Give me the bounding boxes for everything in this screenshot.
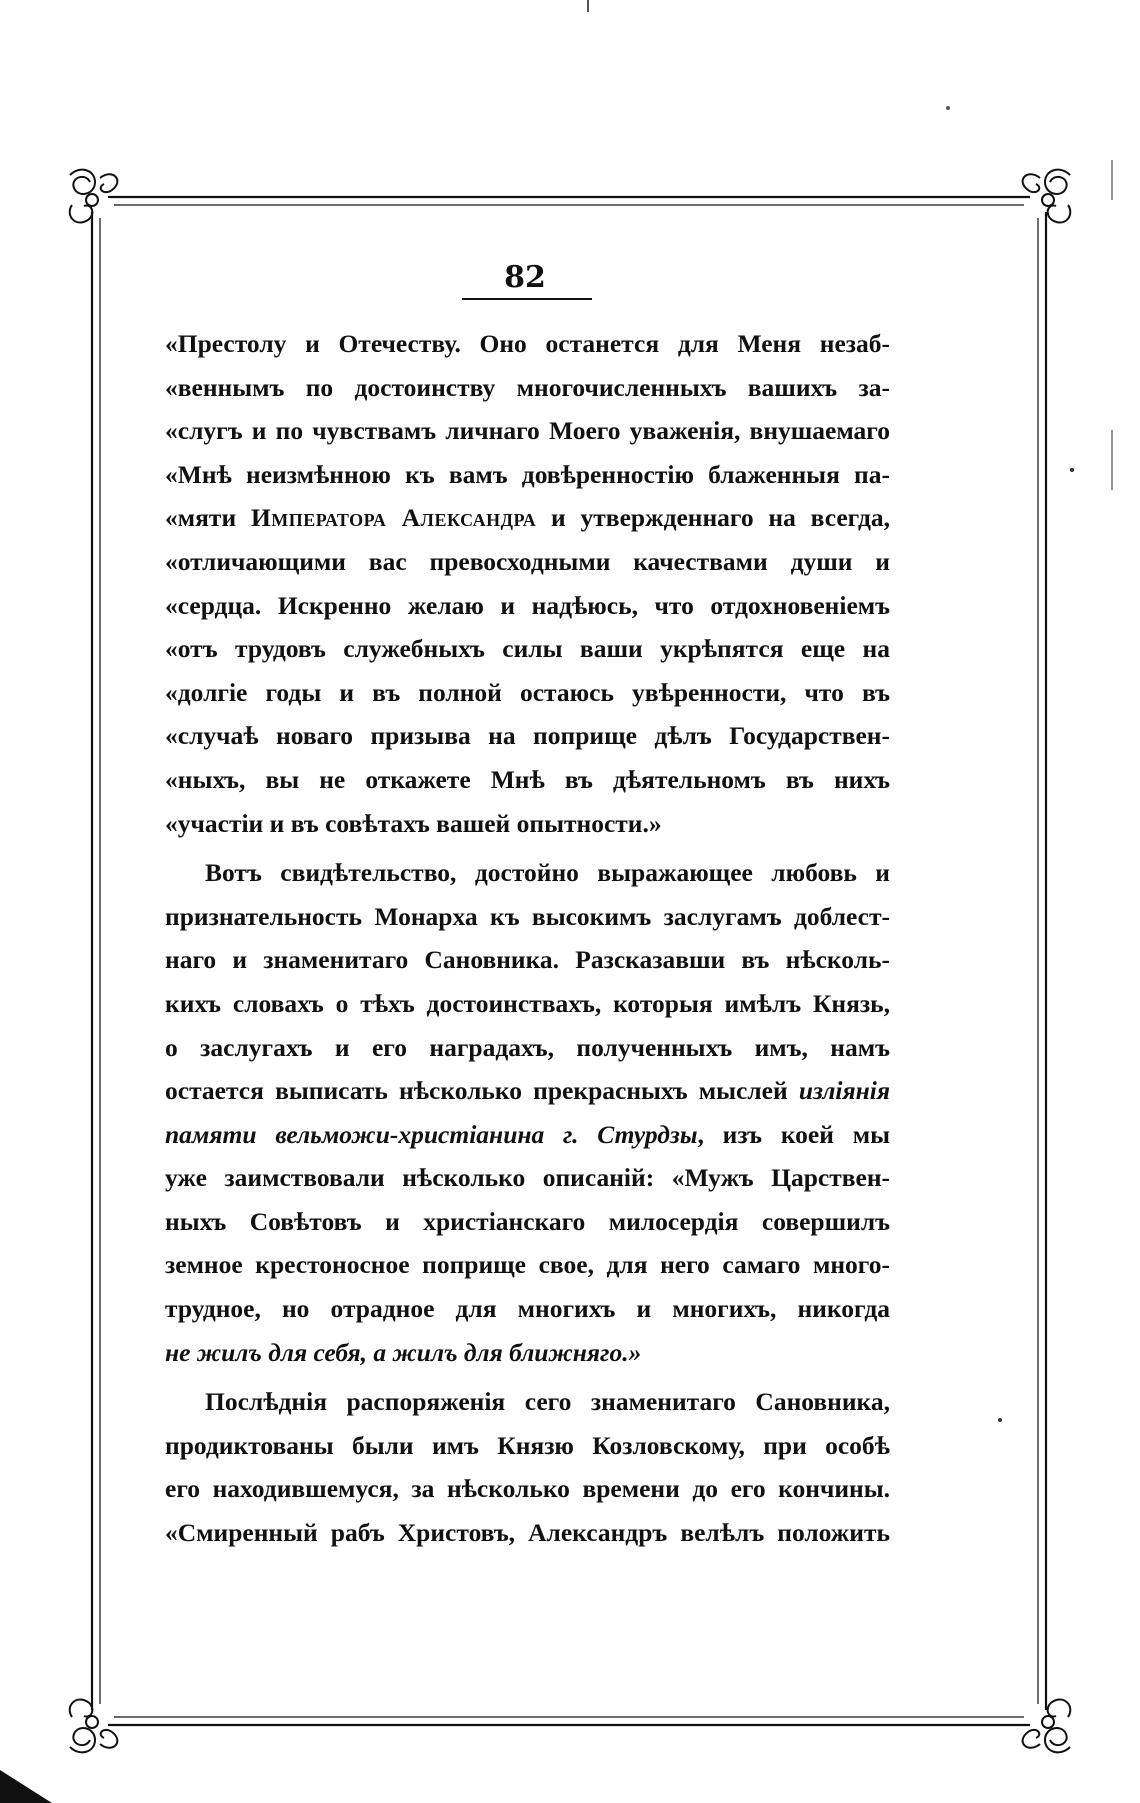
text-line: кихъ словахъ о тѣхъ достоинствахъ, которыя имѣлъ Князь, (165, 988, 890, 1018)
text-line: земное крестоносное поприще свое, для него самаго много- (165, 1250, 890, 1280)
scan-mark (946, 106, 950, 110)
text-line: «отъ трудовъ служебныхъ силы ваши укрѣпятся еще на (165, 634, 890, 664)
text-line: Послѣднія распоряженія сего знаменитаго Сановника, (205, 1387, 890, 1417)
smallcaps-name: Императора Александра (250, 503, 537, 533)
text-line: уже заимствовали нѣсколько описаній: «Мужъ Царствен- (165, 1163, 890, 1193)
text-line: ныхъ Совѣтовъ и христіанскаго милосердія совершилъ (165, 1206, 890, 1236)
scan-mark (998, 1418, 1002, 1422)
text-line: «мяти Императора Александра и утвержденнаго на всегда, (165, 503, 891, 533)
text-line: «Престолу и Отечеству. Оно останется для Меня незаб- (165, 329, 890, 358)
text-line: Вотъ свидѣтельство, достойно выражающее любовь и (205, 858, 890, 888)
text-line: «долгіе годы и въ полной остаюсь увѣренности, что въ (165, 677, 890, 707)
text-line: его находившемуся, за нѣсколько времени до его кончины. (165, 1474, 890, 1504)
text-line: трудное, но отрадное для многихъ и многихъ, никогда (165, 1294, 890, 1324)
text-line: «веннымъ по достоинству многочисленныхъ вашихъ за- (165, 372, 890, 402)
italic-text: изліянія (798, 1076, 891, 1106)
text-line: памяти вельможи-христіанина г. Стурдзы, изъ коей мы (165, 1119, 890, 1149)
text-line: «отличающими вас превосходными качествами души и (165, 546, 890, 576)
text-line: «участіи и въ совѣтахъ вашей опытности.» (165, 808, 662, 838)
scan-corner-mark (0, 1770, 52, 1803)
italic-text: памяти вельможи-христіанина г. Стурдзы (165, 1119, 698, 1149)
text-line: «Мнѣ неизмѣнною къ вамъ довѣренностію блаженныя па- (165, 459, 890, 489)
text-line: наго и знаменитаго Сановника. Разсказавши въ нѣсколь- (165, 945, 890, 975)
text-line: «случаѣ новаго призыва на поприще дѣлъ Государствен- (165, 721, 890, 751)
page-number-rule (462, 298, 592, 300)
text-line: «Смиренный рабъ Христовъ, Александръ велѣлъ положить (165, 1518, 890, 1548)
text-line: остается выписать нѣсколько прекрасныхъ мыслей изліянія (165, 1076, 891, 1106)
scan-mark (1070, 468, 1074, 472)
text-line: продиктованы были имъ Князю Козловскому, при особѣ (165, 1430, 890, 1460)
text-line (165, 1331, 890, 1375)
italic-text: не жилъ для себя, а жилъ для ближняго.» (165, 1337, 642, 1367)
text-line: о заслугахъ и его наградахъ, полученныхъ имъ, намъ (165, 1032, 890, 1062)
page-number: 82 (504, 260, 546, 295)
text-line: «ныхъ, вы не откажете Мнѣ въ дѣятельномъ въ нихъ (165, 764, 890, 794)
text-line: «слугъ и по чувствамъ личнаго Моего уваженія, внушаемаго (165, 416, 890, 446)
page-body-text (165, 322, 890, 1555)
text-line: признательность Монарха къ высокимъ заслугамъ доблест- (165, 901, 890, 931)
text-line: «сердца. Искренно желаю и надѣюсь, что отдохновеніемъ (165, 590, 890, 620)
